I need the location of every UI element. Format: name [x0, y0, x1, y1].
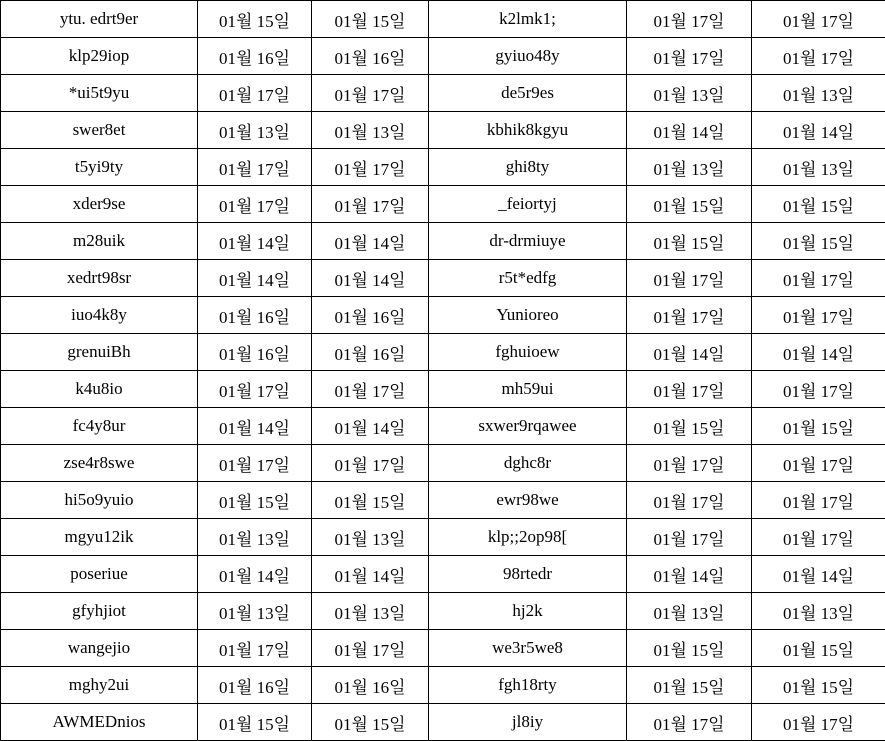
table-cell-name_right: jl8iy	[429, 704, 627, 741]
table-row	[1, 667, 885, 704]
table-cell-date_right_1: 01월 17일	[627, 260, 752, 297]
table-cell-date_right_2: 01월 17일	[752, 1, 885, 38]
table-cell-name_left: t5yi9ty	[1, 149, 198, 186]
table-cell-date_left_2: 01월 14일	[312, 408, 429, 445]
table-cell-name_left: AWMEDnios	[1, 704, 198, 741]
table-row	[1, 186, 885, 223]
table-cell-date_right_1: 01월 14일	[627, 112, 752, 149]
table-cell-date_right_1: 01월 17일	[627, 297, 752, 334]
table-cell-date_left_1: 01월 17일	[198, 371, 312, 408]
table-cell-name_left: fc4y8ur	[1, 408, 198, 445]
table-cell-name_left: swer8et	[1, 112, 198, 149]
table-cell-date_left_2: 01월 17일	[312, 75, 429, 112]
table-cell-name_right: Yunioreo	[429, 297, 627, 334]
table-cell-date_left_1: 01월 15일	[198, 482, 312, 519]
table-cell-date_left_2: 01월 17일	[312, 371, 429, 408]
table-cell-name_right: ewr98we	[429, 482, 627, 519]
table-cell-date_right_1: 01월 17일	[627, 445, 752, 482]
table-cell-name_right: 98rtedr	[429, 556, 627, 593]
table-cell-date_left_1: 01월 13일	[198, 593, 312, 630]
table-row	[1, 75, 885, 112]
table-cell-name_left: xedrt98sr	[1, 260, 198, 297]
table-cell-name_right: de5r9es	[429, 75, 627, 112]
table-cell-name_right: we3r5we8	[429, 630, 627, 667]
table-cell-name_right: dr-drmiuye	[429, 223, 627, 260]
table-cell-date_left_2: 01월 14일	[312, 556, 429, 593]
table-cell-date_left_1: 01월 17일	[198, 630, 312, 667]
table-cell-name_left: zse4r8swe	[1, 445, 198, 482]
table-cell-date_left_1: 01월 16일	[198, 297, 312, 334]
table-cell-date_right_1: 01월 15일	[627, 667, 752, 704]
table-cell-date_left_2: 01월 13일	[312, 593, 429, 630]
table-cell-date_right_2: 01월 15일	[752, 186, 885, 223]
table-cell-date_right_2: 01월 15일	[752, 223, 885, 260]
table-cell-date_left_1: 01월 14일	[198, 260, 312, 297]
table-row	[1, 38, 885, 75]
table-row	[1, 482, 885, 519]
table-cell-date_right_2: 01월 15일	[752, 408, 885, 445]
table-cell-date_right_2: 01월 17일	[752, 704, 885, 741]
table-cell-date_left_1: 01월 16일	[198, 667, 312, 704]
table-cell-date_right_1: 01월 14일	[627, 334, 752, 371]
table-cell-date_right_2: 01월 14일	[752, 112, 885, 149]
table-cell-name_right: fghuioew	[429, 334, 627, 371]
table-cell-date_right_1: 01월 15일	[627, 630, 752, 667]
table-cell-date_left_2: 01월 17일	[312, 186, 429, 223]
table-row	[1, 371, 885, 408]
table-cell-date_right_1: 01월 17일	[627, 482, 752, 519]
table-row	[1, 223, 885, 260]
table-cell-date_left_2: 01월 15일	[312, 1, 429, 38]
table-row	[1, 704, 885, 741]
table-cell-name_left: mghy2ui	[1, 667, 198, 704]
table-cell-date_right_1: 01월 13일	[627, 75, 752, 112]
table-cell-name_left: grenuiBh	[1, 334, 198, 371]
table-row	[1, 630, 885, 667]
table-cell-date_right_2: 01월 13일	[752, 593, 885, 630]
table-cell-date_right_1: 01월 14일	[627, 556, 752, 593]
table-cell-name_left: mgyu12ik	[1, 519, 198, 556]
table-cell-name_left: hi5o9yuio	[1, 482, 198, 519]
table-cell-date_right_2: 01월 15일	[752, 630, 885, 667]
table-cell-date_right_2: 01월 17일	[752, 38, 885, 75]
table-cell-date_left_2: 01월 15일	[312, 704, 429, 741]
table-cell-name_right: fgh18rty	[429, 667, 627, 704]
table-cell-date_right_1: 01월 17일	[627, 38, 752, 75]
table-cell-date_right_1: 01월 15일	[627, 223, 752, 260]
table-cell-name_right: klp;;2op98[	[429, 519, 627, 556]
table-cell-date_left_1: 01월 14일	[198, 223, 312, 260]
table-cell-date_left_1: 01월 15일	[198, 1, 312, 38]
table-cell-date_left_2: 01월 14일	[312, 260, 429, 297]
table-row	[1, 445, 885, 482]
table-cell-date_right_1: 01월 13일	[627, 149, 752, 186]
table-cell-name_left: gfyhjiot	[1, 593, 198, 630]
table-cell-date_left_1: 01월 17일	[198, 75, 312, 112]
table-cell-date_right_2: 01월 17일	[752, 297, 885, 334]
table-row	[1, 519, 885, 556]
table-cell-date_right_1: 01월 17일	[627, 1, 752, 38]
table-cell-date_left_1: 01월 17일	[198, 149, 312, 186]
table-cell-date_left_2: 01월 17일	[312, 630, 429, 667]
table-cell-name_left: poseriue	[1, 556, 198, 593]
table-row	[1, 112, 885, 149]
table-cell-name_left: xder9se	[1, 186, 198, 223]
table-cell-name_left: klp29iop	[1, 38, 198, 75]
table-cell-name_right: gyiuo48y	[429, 38, 627, 75]
table-cell-name_left: m28uik	[1, 223, 198, 260]
table-cell-date_left_2: 01월 16일	[312, 667, 429, 704]
table-cell-name_right: r5t*edfg	[429, 260, 627, 297]
table-cell-date_right_1: 01월 15일	[627, 186, 752, 223]
table-cell-date_right_2: 01월 17일	[752, 445, 885, 482]
table-cell-date_left_1: 01월 16일	[198, 334, 312, 371]
table-cell-date_left_1: 01월 13일	[198, 519, 312, 556]
table-cell-date_left_1: 01월 17일	[198, 445, 312, 482]
table-cell-date_left_2: 01월 13일	[312, 112, 429, 149]
table-cell-name_left: k4u8io	[1, 371, 198, 408]
table-cell-date_right_2: 01월 13일	[752, 75, 885, 112]
table-cell-name_right: sxwer9rqawee	[429, 408, 627, 445]
table-cell-name_right: _feiortyj	[429, 186, 627, 223]
table-row	[1, 556, 885, 593]
table-cell-date_left_1: 01월 15일	[198, 704, 312, 741]
table-cell-date_right_1: 01월 17일	[627, 704, 752, 741]
table-cell-name_right: hj2k	[429, 593, 627, 630]
table-cell-name_right: kbhik8kgyu	[429, 112, 627, 149]
table-cell-name_right: mh59ui	[429, 371, 627, 408]
table-cell-date_left_2: 01월 13일	[312, 519, 429, 556]
table-row	[1, 297, 885, 334]
table-cell-date_right_2: 01월 17일	[752, 482, 885, 519]
table-cell-date_left_1: 01월 17일	[198, 186, 312, 223]
table-cell-date_right_2: 01월 14일	[752, 556, 885, 593]
table-cell-date_right_1: 01월 15일	[627, 408, 752, 445]
table-cell-date_right_1: 01월 13일	[627, 593, 752, 630]
table-row	[1, 408, 885, 445]
table-cell-date_right_1: 01월 17일	[627, 519, 752, 556]
table-cell-date_left_1: 01월 13일	[198, 112, 312, 149]
table-cell-name_left: wangejio	[1, 630, 198, 667]
table-cell-name_left: ytu. edrt9er	[1, 1, 198, 38]
table-row	[1, 260, 885, 297]
table-cell-date_right_2: 01월 14일	[752, 334, 885, 371]
table-cell-date_left_2: 01월 17일	[312, 149, 429, 186]
table-cell-date_left_2: 01월 15일	[312, 482, 429, 519]
table-cell-date_right_2: 01월 15일	[752, 667, 885, 704]
table-cell-date_left_1: 01월 14일	[198, 556, 312, 593]
table-row	[1, 1, 885, 38]
table-cell-name_left: iuo4k8y	[1, 297, 198, 334]
table-cell-date_left_2: 01월 17일	[312, 445, 429, 482]
table-cell-date_left_2: 01월 16일	[312, 334, 429, 371]
table-cell-date_left_1: 01월 16일	[198, 38, 312, 75]
table-cell-date_right_2: 01월 17일	[752, 260, 885, 297]
table-cell-date_right_2: 01월 13일	[752, 149, 885, 186]
table-cell-date_left_2: 01월 16일	[312, 297, 429, 334]
table-cell-date_left_2: 01월 16일	[312, 38, 429, 75]
table-cell-name_left: *ui5t9yu	[1, 75, 198, 112]
table-cell-name_right: k2lmk1;	[429, 1, 627, 38]
table-cell-name_right: ghi8ty	[429, 149, 627, 186]
table-row	[1, 334, 885, 371]
table-cell-date_left_2: 01월 14일	[312, 223, 429, 260]
table-cell-date_right_1: 01월 17일	[627, 371, 752, 408]
table-cell-name_right: dghc8r	[429, 445, 627, 482]
table-cell-date_right_2: 01월 17일	[752, 371, 885, 408]
table-row	[1, 149, 885, 186]
table-cell-date_right_2: 01월 17일	[752, 519, 885, 556]
table-cell-date_left_1: 01월 14일	[198, 408, 312, 445]
table-body	[1, 1, 885, 741]
table-row	[1, 593, 885, 630]
